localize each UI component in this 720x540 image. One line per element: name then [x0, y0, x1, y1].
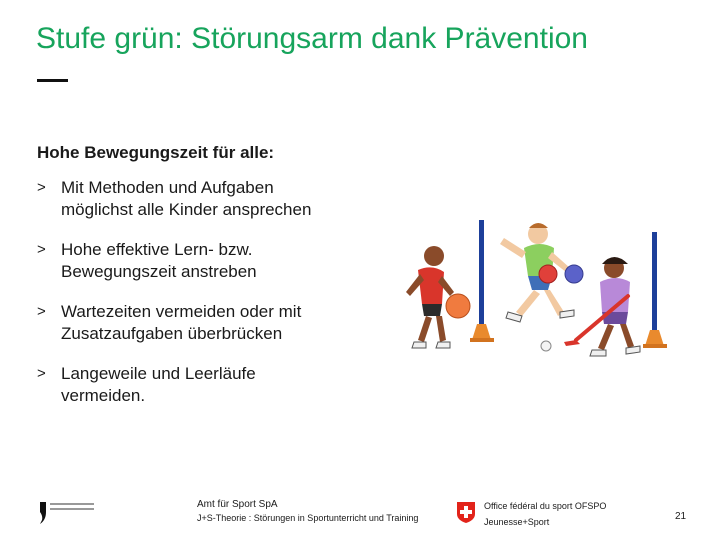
bullet-item — [37, 239, 367, 283]
bullet-line: Hohe effektive Lern- bzw. — [61, 240, 253, 259]
bullet-line: Langeweile und Leerläufe — [61, 364, 256, 383]
page-number: 21 — [675, 511, 687, 522]
ball-white — [541, 341, 551, 351]
cone — [645, 330, 664, 346]
pole — [479, 220, 484, 332]
ball-orange — [446, 294, 470, 318]
child-middle — [500, 223, 574, 322]
bullet-marker: > — [37, 365, 46, 382]
bullet-line: Zusatzaufgaben überbrücken — [61, 324, 283, 343]
fribourg-logo — [36, 498, 106, 528]
title-underline — [37, 79, 68, 82]
theory-title: J+S-Theorie : Störungen in Sportunterricht und Training — [197, 513, 419, 523]
bullet-list — [37, 177, 367, 425]
pole — [652, 232, 657, 340]
child-left — [406, 246, 454, 348]
cone — [472, 324, 491, 340]
bullet-line: Bewegungszeit anstreben — [61, 262, 257, 281]
bullet-marker: > — [37, 179, 46, 196]
amt-fur-sport: Amt für Sport SpA — [197, 499, 278, 510]
ofspo-label: Office fédéral du sport OFSPO — [484, 501, 607, 511]
slide-title: Stufe grün: Störungsarm dank Prävention — [36, 22, 588, 55]
ball-blue — [565, 265, 583, 283]
bullet-item — [37, 363, 367, 407]
bullet-item — [37, 301, 367, 345]
bullet-marker: > — [37, 241, 46, 258]
bullet-line: Mit Methoden und Aufgaben — [61, 178, 274, 197]
bullet-line: vermeiden. — [61, 386, 146, 405]
subheading: Hohe Bewegungszeit für alle: — [37, 143, 275, 162]
bullet-line: Wartezeiten vermeiden oder mit — [61, 302, 302, 321]
bullet-item — [37, 177, 367, 221]
swiss-flag-icon — [455, 500, 477, 524]
children-sports-illustration — [388, 212, 680, 368]
bullet-marker: > — [37, 303, 46, 320]
ball-red — [539, 265, 557, 283]
jeunesse-sport-label: Jeunesse+Sport — [484, 517, 550, 527]
bullet-line: möglichst alle Kinder ansprechen — [61, 200, 312, 219]
